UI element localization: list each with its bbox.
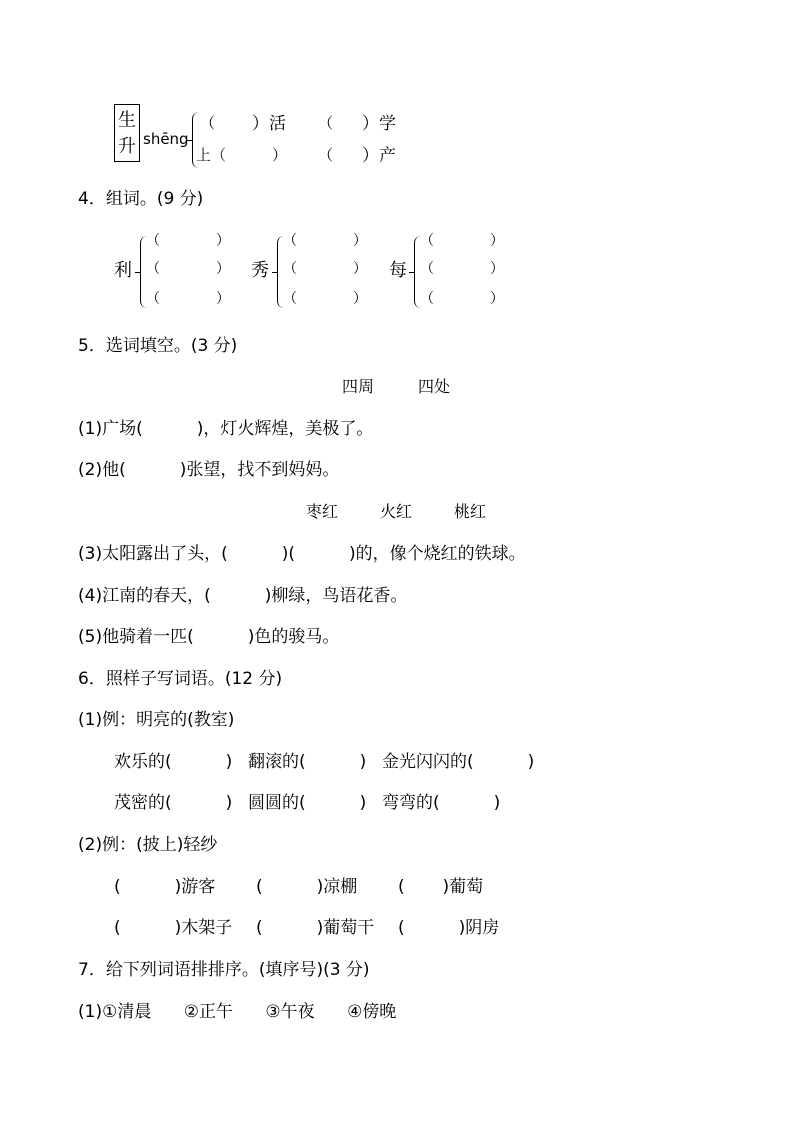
phrase-blank: ( )凉棚	[256, 877, 358, 897]
word-option: 四处	[418, 377, 451, 396]
char-sheng-1: 生	[118, 110, 136, 131]
phrase-blank: ( )木架子	[114, 918, 233, 938]
word-chan: ）产	[362, 146, 396, 166]
word-option: 桃红	[454, 502, 487, 521]
blank-paren: （	[200, 114, 216, 132]
blank-paren: （ ）	[283, 261, 367, 277]
blank-paren: （ ）	[146, 291, 230, 307]
fill-sentence: (5)他骑着一匹( )色的骏马。	[78, 627, 340, 647]
blank-paren: （ ）	[420, 233, 504, 249]
example-line: (1)例：明亮的(教室)	[78, 710, 235, 730]
word-shang: 上（	[196, 146, 227, 164]
fill-sentence: (3)太阳露出了头，( )( )的，像个烧红的铁球。	[78, 544, 526, 564]
q7-title: 7．给下列词语排排序。(填序号)(3 分)	[78, 960, 370, 980]
blank-paren: （ ）	[146, 261, 230, 277]
blank-paren: （ ）	[283, 233, 367, 249]
word-option: 枣红	[306, 502, 339, 521]
q4-char: 利	[114, 260, 132, 281]
word-option: 四周	[342, 377, 375, 396]
phrase-blank: 茂密的( )	[114, 793, 233, 813]
phrase-blank: ( )葡萄干	[256, 918, 375, 938]
fill-sentence: (4)江南的春天，( )柳绿，鸟语花香。	[78, 586, 408, 606]
q4-char: 秀	[251, 260, 269, 281]
phrase-blank: 欢乐的( )	[114, 752, 233, 772]
fill-sentence: (2)他( )张望，找不到妈妈。	[78, 460, 340, 480]
fill-sentence: (1)广场( )，灯火辉煌，美极了。	[78, 419, 374, 439]
phrase-blank: ( )游客	[114, 877, 216, 897]
phrase-blank: 圆圆的( )	[248, 793, 367, 813]
blank-paren: （ ）	[283, 291, 367, 307]
word-xue: ）学	[362, 114, 396, 134]
example-line: (2)例：(披上)轻纱	[78, 835, 218, 855]
phrase-blank: 金光闪闪的( )	[382, 752, 535, 772]
blank-paren: （ ）	[146, 233, 230, 249]
phrase-blank: 翻滚的( )	[248, 752, 367, 772]
word-option: 火红	[380, 502, 413, 521]
phrase-blank: ( )葡萄	[398, 877, 484, 897]
blank-paren: （ ）	[420, 261, 504, 277]
pinyin-label: shēng	[143, 130, 189, 148]
phrase-blank: ( )阴房	[398, 918, 500, 938]
blank-paren: ）	[272, 146, 288, 164]
blank-paren: （	[318, 114, 334, 132]
blank-paren: （ ）	[420, 291, 504, 307]
word-huo: ）活	[252, 114, 286, 134]
phrase-blank: 弯弯的( )	[382, 793, 501, 813]
char-sheng-2: 升	[118, 136, 136, 157]
order-line: (1)①清晨 ②正午 ③午夜 ④傍晚	[78, 1002, 397, 1022]
blank-paren: （	[318, 146, 334, 164]
q4-char: 每	[389, 260, 407, 281]
q5-title: 5．选词填空。(3 分)	[78, 336, 238, 356]
q4-title: 4．组词。(9 分)	[78, 189, 204, 209]
q6-title: 6．照样子写词语。(12 分)	[78, 669, 283, 689]
